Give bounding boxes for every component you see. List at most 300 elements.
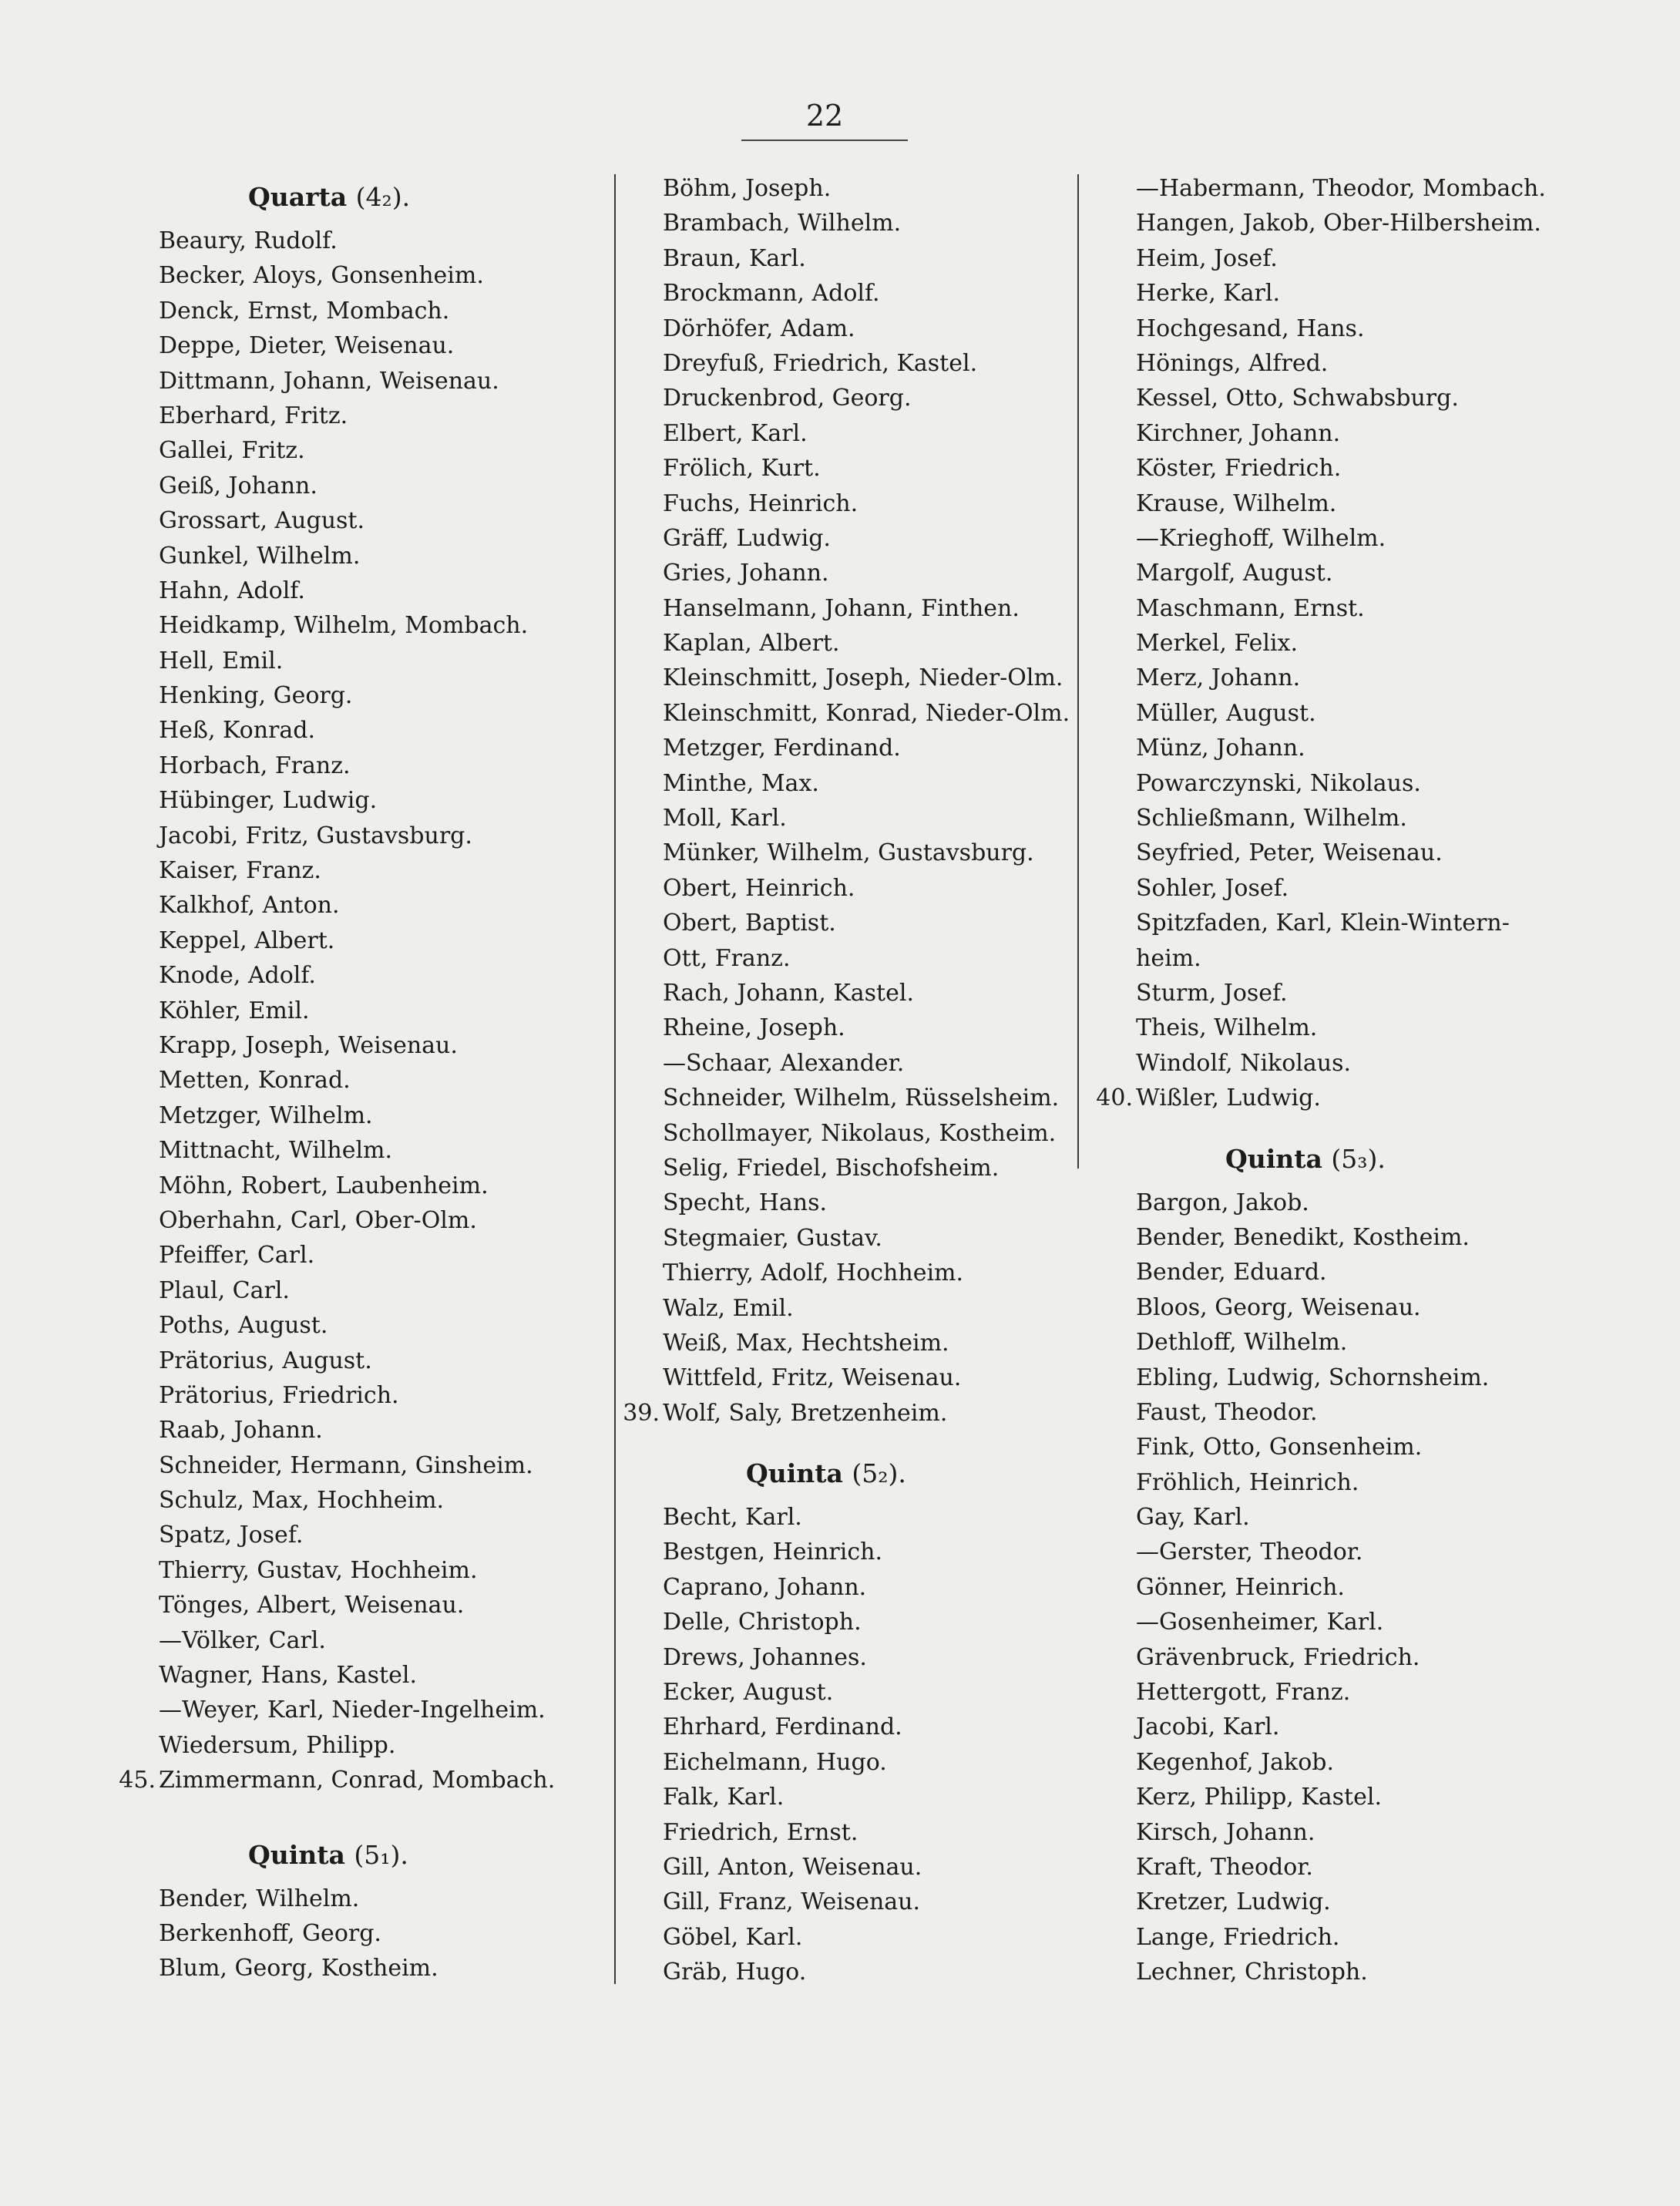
list-item <box>111 1133 612 1168</box>
list-item <box>111 1951 612 1986</box>
student-name: Geiß, Johann. <box>159 472 318 499</box>
student-name: Poths, August. <box>159 1312 328 1340</box>
list-item <box>615 626 1077 661</box>
student-name: Kaplan, Albert. <box>663 630 840 657</box>
student-name: Metzger, Wilhelm. <box>159 1101 373 1129</box>
list-item <box>111 1553 612 1588</box>
student-name: Ebling, Ludwig, Schornsheim. <box>1136 1364 1490 1391</box>
list-item <box>1088 171 1566 206</box>
list-item <box>1088 1920 1566 1955</box>
student-name: Lange, Friedrich. <box>1136 1923 1340 1951</box>
student-name: Maschmann, Ernst. <box>1136 594 1365 622</box>
student-name: Kirsch, Johann. <box>1136 1818 1315 1846</box>
list-item <box>1088 1325 1566 1360</box>
section-title: Quarta <box>248 182 348 212</box>
list-item <box>111 1728 612 1763</box>
list-item <box>1088 1011 1566 1045</box>
student-name: Kessel, Otto, Schwabsburg. <box>1136 385 1459 412</box>
list-item <box>111 748 612 783</box>
student-name: Gräff, Ludwig. <box>663 524 831 552</box>
student-name: Hettergott, Franz. <box>1136 1679 1351 1707</box>
list-item <box>111 258 612 293</box>
student-list <box>111 1881 612 1986</box>
student-name: —Habermann, Theodor, Mombach. <box>1136 175 1546 202</box>
list-item <box>111 539 612 573</box>
list-item <box>615 1780 1077 1814</box>
student-name: Bargon, Jakob. <box>1136 1189 1309 1216</box>
list-item <box>1088 1850 1566 1885</box>
list-item <box>1088 486 1566 521</box>
list-item <box>111 958 612 993</box>
list-item <box>615 346 1077 381</box>
student-name: Gräb, Hugo. <box>663 1959 807 1986</box>
list-item <box>1088 206 1566 240</box>
list-item <box>1088 381 1566 415</box>
list-item <box>111 1483 612 1518</box>
student-name: Oberhahn, Carl, Ober-Olm. <box>159 1206 477 1234</box>
section-title: Quinta <box>248 1839 345 1870</box>
student-name: Fröhlich, Heinrich. <box>1136 1468 1359 1496</box>
list-item <box>111 1881 612 1916</box>
section-heading <box>111 171 612 224</box>
list-item <box>615 871 1077 906</box>
list-item <box>111 1273 612 1308</box>
list-item <box>111 678 612 713</box>
list-item <box>1088 1955 1566 1989</box>
list-item <box>1088 1500 1566 1535</box>
list-item <box>1088 241 1566 276</box>
list-item <box>1088 976 1566 1011</box>
student-name: Wiedersum, Philipp. <box>159 1731 396 1759</box>
list-item <box>615 171 1077 206</box>
section-heading <box>111 1829 612 1881</box>
entry-count: 39. <box>623 1399 660 1427</box>
student-name: Gill, Franz, Weisenau. <box>663 1888 921 1916</box>
student-name: Seyfried, Peter, Weisenau. <box>1136 839 1443 867</box>
student-name: Kirchner, Johann. <box>1136 419 1341 447</box>
list-item <box>1088 1570 1566 1605</box>
student-name: Berkenhoff, Georg. <box>159 1919 381 1947</box>
student-name: Wagner, Hans, Kastel. <box>159 1662 417 1690</box>
student-name: Rheine, Joseph. <box>663 1014 845 1042</box>
student-name: Krapp, Joseph, Weisenau. <box>159 1031 458 1059</box>
list-item <box>1088 1465 1566 1500</box>
student-name: Margolf, August. <box>1136 560 1333 587</box>
list-item <box>615 1500 1077 1535</box>
list-item <box>1088 591 1566 626</box>
list-item <box>111 1448 612 1483</box>
list-item <box>1088 1535 1566 1569</box>
student-name: Hochgesand, Hans. <box>1136 314 1365 342</box>
student-name: Dreyfuß, Friedrich, Kastel. <box>663 349 978 377</box>
student-name: Kaiser, Franz. <box>159 857 321 885</box>
list-item <box>111 888 612 923</box>
student-name: Falk, Karl. <box>663 1784 785 1811</box>
student-name: Grävenbruck, Friedrich. <box>1136 1643 1420 1671</box>
student-name: heim. <box>1136 944 1201 972</box>
list-item <box>615 1850 1077 1885</box>
student-name: Böhm, Joseph. <box>663 175 832 202</box>
student-name: Metten, Konrad. <box>159 1067 351 1095</box>
section-heading <box>615 1448 1077 1500</box>
student-name: Bestgen, Heinrich. <box>663 1538 883 1566</box>
student-name: Hönings, Alfred. <box>1136 349 1329 377</box>
student-name: Obert, Heinrich. <box>663 874 855 902</box>
list-item <box>1088 1710 1566 1744</box>
student-name: Moll, Karl. <box>663 805 787 832</box>
student-name: Kleinschmitt, Joseph, Nieder-Olm. <box>663 664 1063 692</box>
student-name: Beaury, Rudolf. <box>159 227 338 254</box>
student-name: —Gosenheimer, Karl. <box>1136 1609 1384 1636</box>
list-item <box>615 1011 1077 1045</box>
list-item <box>615 1396 1077 1431</box>
list-item <box>111 398 612 433</box>
student-name: —Völker, Carl. <box>159 1626 326 1654</box>
list-item <box>615 661 1077 695</box>
student-name: Bloos, Georg, Weisenau. <box>1136 1293 1421 1321</box>
list-item <box>615 1640 1077 1675</box>
list-item <box>111 503 612 538</box>
student-name: Sohler, Josef. <box>1136 874 1289 902</box>
list-item <box>111 1588 612 1623</box>
student-name: Hahn, Adolf. <box>159 577 305 604</box>
list-item <box>615 1291 1077 1326</box>
student-name: —Weyer, Karl, Nieder-Ingelheim. <box>159 1697 546 1724</box>
section-title: Quinta <box>746 1458 843 1489</box>
list-item <box>615 1815 1077 1850</box>
list-item <box>1088 1640 1566 1675</box>
list-item <box>615 1081 1077 1115</box>
student-name: Jacobi, Fritz, Gustavsburg. <box>159 822 472 849</box>
list-item <box>615 941 1077 976</box>
list-item <box>615 591 1077 626</box>
list-item <box>615 801 1077 836</box>
list-item <box>615 976 1077 1011</box>
student-name: Tönges, Albert, Weisenau. <box>159 1592 465 1619</box>
student-name: Henking, Georg. <box>159 682 353 710</box>
list-item <box>1088 626 1566 661</box>
student-name: Caprano, Johann. <box>663 1573 867 1601</box>
list-item <box>1088 1081 1566 1115</box>
student-name: Walz, Emil. <box>663 1294 794 1322</box>
list-item <box>615 381 1077 415</box>
student-name: Merz, Johann. <box>1136 664 1301 692</box>
student-name: —Gerster, Theodor. <box>1136 1538 1363 1566</box>
list-item <box>111 1916 612 1951</box>
student-name: Thierry, Adolf, Hochheim. <box>663 1259 964 1287</box>
student-name: Sturm, Josef. <box>1136 979 1288 1007</box>
entry-count: 40. <box>1096 1085 1133 1112</box>
student-name: Metzger, Ferdinand. <box>663 735 901 762</box>
student-name: Knode, Adolf. <box>159 962 316 990</box>
list-item <box>615 766 1077 801</box>
list-item <box>111 853 612 888</box>
student-name: Wolf, Saly, Bretzenheim. <box>663 1399 948 1427</box>
student-name: Thierry, Gustav, Hochheim. <box>159 1556 478 1584</box>
list-item <box>615 1046 1077 1081</box>
list-item <box>1088 801 1566 836</box>
list-item <box>615 696 1077 731</box>
student-name: Kalkhof, Anton. <box>159 892 340 920</box>
student-name: Hübinger, Ludwig. <box>159 787 378 815</box>
list-item <box>1088 451 1566 486</box>
section-gap <box>111 1798 612 1829</box>
student-name: Ecker, August. <box>663 1679 834 1707</box>
student-list <box>1088 1185 1566 1990</box>
student-name: Drews, Johannes. <box>663 1643 867 1671</box>
list-item <box>615 1185 1077 1220</box>
student-name: Fuchs, Heinrich. <box>663 489 858 517</box>
student-name: Schließmann, Wilhelm. <box>1136 805 1407 832</box>
list-item <box>1088 1430 1566 1465</box>
student-name: Heim, Josef. <box>1136 244 1278 272</box>
list-item <box>111 1378 612 1413</box>
entry-count: 45. <box>119 1767 156 1794</box>
column-divider <box>1077 174 1079 1169</box>
student-name: Prätorius, Friedrich. <box>159 1381 399 1409</box>
column-3 <box>1088 171 1566 1990</box>
student-name: Grossart, August. <box>159 507 365 535</box>
list-item <box>615 1920 1077 1955</box>
list-item <box>111 294 612 328</box>
student-name: Münker, Wilhelm, Gustavsburg. <box>663 839 1034 867</box>
student-name: Herke, Karl. <box>1136 280 1281 308</box>
student-name: Kerz, Philipp, Kastel. <box>1136 1784 1382 1811</box>
student-name: Delle, Christoph. <box>663 1609 862 1636</box>
student-name: Hell, Emil. <box>159 647 284 674</box>
section-heading <box>1088 1133 1566 1185</box>
student-name: Zimmermann, Conrad, Mombach. <box>159 1767 556 1794</box>
list-item <box>111 783 612 818</box>
student-name: Kegenhof, Jakob. <box>1136 1748 1335 1776</box>
list-item <box>1088 731 1566 765</box>
list-item <box>1088 521 1566 556</box>
list-item <box>1088 1675 1566 1710</box>
list-item <box>1088 941 1566 976</box>
list-item <box>1088 766 1566 801</box>
student-name: Brockmann, Adolf. <box>663 280 880 308</box>
list-item <box>111 364 612 398</box>
list-item <box>615 1710 1077 1744</box>
student-name: Dethloff, Wilhelm. <box>1136 1329 1348 1357</box>
student-name: Spitzfaden, Karl, Klein-Wintern- <box>1136 910 1510 937</box>
student-name: Weiß, Max, Hechtsheim. <box>663 1329 949 1357</box>
list-item <box>111 819 612 853</box>
student-name: Kretzer, Ludwig. <box>1136 1888 1331 1916</box>
student-name: Theis, Wilhelm. <box>1136 1014 1318 1042</box>
list-item <box>615 1605 1077 1639</box>
list-item <box>111 224 612 258</box>
student-list <box>615 1500 1077 1989</box>
student-name: Gries, Johann. <box>663 560 829 587</box>
student-name: Keppel, Albert. <box>159 926 335 954</box>
list-item <box>111 469 612 503</box>
section-subtitle: (5₃). <box>1331 1143 1386 1174</box>
student-name: Göbel, Karl. <box>663 1923 803 1951</box>
list-item <box>111 608 612 643</box>
list-item <box>111 1169 612 1203</box>
list-item <box>1088 906 1566 940</box>
student-name: Gill, Anton, Weisenau. <box>663 1853 922 1881</box>
list-item <box>111 994 612 1028</box>
list-item <box>111 433 612 468</box>
student-name: Powarczynski, Nikolaus. <box>1136 769 1421 797</box>
list-item <box>111 713 612 748</box>
list-item <box>615 1675 1077 1710</box>
student-name: Eberhard, Fritz. <box>159 402 348 429</box>
student-name: Becker, Aloys, Gonsenheim. <box>159 262 484 290</box>
student-name: Spatz, Josef. <box>159 1522 304 1549</box>
list-item <box>615 486 1077 521</box>
list-item <box>615 206 1077 240</box>
list-item <box>1088 1046 1566 1081</box>
list-item <box>1088 1255 1566 1290</box>
list-item <box>615 906 1077 940</box>
student-name: Möhn, Robert, Laubenheim. <box>159 1172 489 1199</box>
student-name: Ott, Franz. <box>663 944 791 972</box>
list-item <box>615 521 1077 556</box>
student-name: Schollmayer, Nikolaus, Kostheim. <box>663 1119 1057 1147</box>
list-item <box>615 1955 1077 1989</box>
list-item <box>111 1028 612 1063</box>
section-subtitle: (5₂). <box>852 1458 906 1489</box>
student-name: Minthe, Max. <box>663 769 819 797</box>
student-name: Gallei, Fritz. <box>159 437 305 465</box>
list-item <box>615 1256 1077 1290</box>
student-name: Obert, Baptist. <box>663 910 836 937</box>
list-item <box>615 556 1077 590</box>
student-name: Rach, Johann, Kastel. <box>663 979 915 1007</box>
student-name: Plaul, Carl. <box>159 1276 290 1304</box>
list-item <box>615 1221 1077 1256</box>
page-number: 22 <box>805 99 844 133</box>
student-name: Wittfeld, Fritz, Weisenau. <box>663 1364 962 1392</box>
student-name: Gay, Karl. <box>1136 1504 1250 1532</box>
column-1 <box>111 171 612 1986</box>
section-subtitle: (4₂). <box>355 182 411 212</box>
list-item <box>111 573 612 608</box>
student-name: Köhler, Emil. <box>159 997 310 1024</box>
list-item <box>1088 1745 1566 1780</box>
student-name: Köster, Friedrich. <box>1136 455 1342 483</box>
list-item <box>1088 556 1566 590</box>
student-name: Jacobi, Karl. <box>1136 1713 1280 1741</box>
list-item <box>615 1570 1077 1605</box>
list-item <box>1088 1885 1566 1919</box>
student-name: —Schaar, Alexander. <box>663 1049 905 1077</box>
list-item <box>615 1151 1077 1185</box>
student-name: Denck, Ernst, Mombach. <box>159 297 450 325</box>
student-name: —Krieghoff, Wilhelm. <box>1136 524 1386 552</box>
student-name: Hanselmann, Johann, Finthen. <box>663 594 1020 622</box>
list-item <box>1088 1185 1566 1220</box>
student-name: Krause, Wilhelm. <box>1136 489 1337 517</box>
student-name: Kleinschmitt, Konrad, Nieder-Olm. <box>663 699 1070 727</box>
list-item <box>1088 416 1566 451</box>
list-item <box>1088 696 1566 731</box>
student-list <box>615 171 1077 1431</box>
student-name: Blum, Georg, Kostheim. <box>159 1955 438 1982</box>
list-item <box>615 416 1077 451</box>
student-name: Bender, Wilhelm. <box>159 1885 360 1912</box>
student-name: Deppe, Dieter, Weisenau. <box>159 332 455 360</box>
list-item <box>615 836 1077 870</box>
list-item <box>1088 1360 1566 1395</box>
list-item <box>111 1413 612 1448</box>
student-name: Heidkamp, Wilhelm, Mombach. <box>159 612 529 640</box>
list-item <box>111 1203 612 1238</box>
student-name: Becht, Karl. <box>663 1504 802 1532</box>
list-item <box>1088 1290 1566 1325</box>
student-name: Münz, Johann. <box>1136 735 1305 762</box>
student-name: Faust, Theodor. <box>1136 1398 1318 1426</box>
student-name: Mittnacht, Wilhelm. <box>159 1137 393 1165</box>
list-item <box>111 1063 612 1098</box>
column-2 <box>615 171 1077 1990</box>
list-item <box>111 923 612 958</box>
student-name: Eichelmann, Hugo. <box>663 1748 887 1776</box>
list-item <box>1088 276 1566 311</box>
student-name: Selig, Friedel, Bischofsheim. <box>663 1154 1000 1182</box>
page-number-rule <box>741 140 908 141</box>
list-item <box>615 241 1077 276</box>
student-name: Elbert, Karl. <box>663 419 808 447</box>
student-name: Horbach, Franz. <box>159 752 351 779</box>
student-name: Druckenbrod, Georg. <box>663 385 912 412</box>
list-item <box>615 1745 1077 1780</box>
student-name: Gönner, Heinrich. <box>1136 1573 1345 1601</box>
student-name: Dörhöfer, Adam. <box>663 314 855 342</box>
student-name: Friedrich, Ernst. <box>663 1818 858 1846</box>
list-item <box>111 1098 612 1133</box>
list-item <box>111 1518 612 1552</box>
student-name: Raab, Johann. <box>159 1417 323 1444</box>
student-name: Dittmann, Johann, Weisenau. <box>159 367 499 395</box>
student-name: Schulz, Max, Hochheim. <box>159 1487 445 1515</box>
list-item <box>111 1343 612 1378</box>
student-name: Brambach, Wilhelm. <box>663 210 902 237</box>
list-item <box>615 276 1077 311</box>
list-item <box>1088 1605 1566 1639</box>
student-name: Merkel, Felix. <box>1136 630 1298 657</box>
list-item <box>615 1535 1077 1569</box>
list-item <box>111 1763 612 1797</box>
student-list <box>111 224 612 1798</box>
list-item <box>1088 1220 1566 1255</box>
section-title: Quinta <box>1225 1143 1322 1174</box>
student-name: Schneider, Hermann, Ginsheim. <box>159 1451 533 1479</box>
student-name: Braun, Karl. <box>663 244 806 272</box>
student-name: Bender, Benedikt, Kostheim. <box>1136 1223 1470 1251</box>
student-name: Windolf, Nikolaus. <box>1136 1049 1352 1077</box>
student-name: Müller, August. <box>1136 699 1316 727</box>
list-item <box>1088 1815 1566 1850</box>
list-item <box>111 1238 612 1273</box>
list-item <box>615 731 1077 765</box>
student-name: Stegmaier, Gustav. <box>663 1224 882 1252</box>
student-name: Pfeiffer, Carl. <box>159 1242 315 1269</box>
student-name: Specht, Hans. <box>663 1189 828 1217</box>
student-name: Kraft, Theodor. <box>1136 1853 1313 1881</box>
student-name: Ehrhard, Ferdinand. <box>663 1713 902 1741</box>
student-name: Wißler, Ludwig. <box>1136 1085 1321 1112</box>
student-name: Gunkel, Wilhelm. <box>159 542 361 570</box>
list-item <box>1088 661 1566 695</box>
list-item <box>615 1116 1077 1151</box>
student-name: Bender, Eduard. <box>1136 1259 1327 1286</box>
student-name: Heß, Konrad. <box>159 717 315 745</box>
list-item <box>111 1623 612 1658</box>
